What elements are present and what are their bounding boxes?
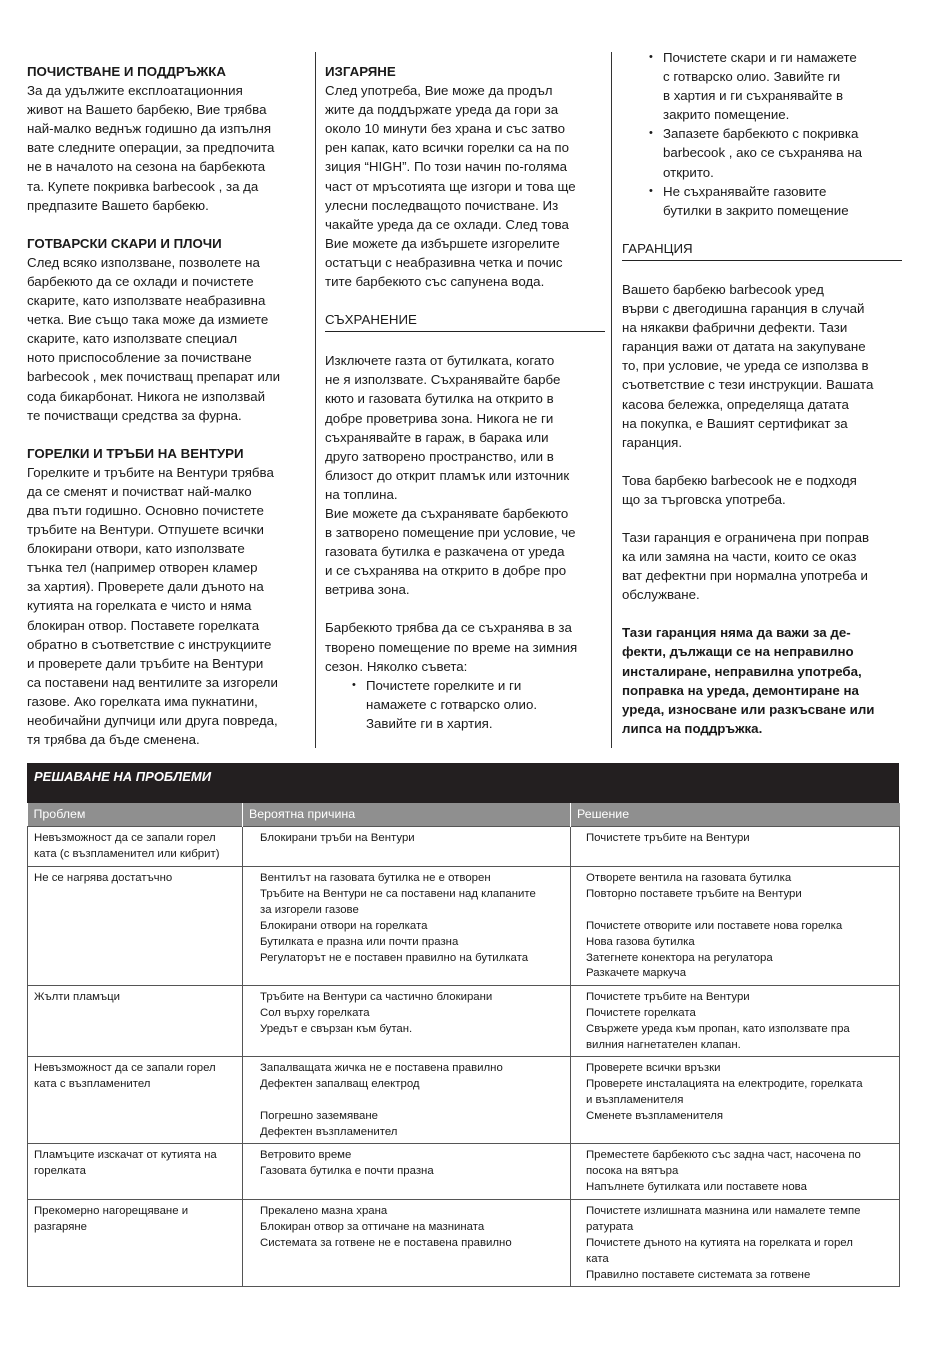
table-row (28, 1200, 900, 1287)
list-item: • Не съхранявайте газовите бутилки в закрито помещение (622, 182, 902, 220)
warranty-paragraph: Тази гаранция е ограничена при поправ ка или замяна на части, които се оказ ват дефектни при нормална употреба и обслужване. (622, 529, 870, 603)
section-text-cleaning: За да удължите експлоатационния живот на Вашето барбекю, Вие трябва най-малко веднъж годишно да изпълня вате следните операции, за предпочита не в началото на сезона на барбекюта та. Купете покривка barbecook , за да предпазите Вашето барбекю. (27, 83, 275, 213)
problem-cell: Не се нагрява достатъчно (28, 867, 243, 986)
section-text-winter: Барбекюто трябва да се съхранява в за творено помещение по време на зимния сезон. Няколко съвета: (325, 620, 578, 674)
solution-cell: Почистете тръбите на Вентури Почистете горелката Свържете уреда към пропан, като използвате пра вилния нагнетателен клапан. (571, 986, 900, 1057)
troubleshooting-section (27, 763, 899, 1287)
section-title-grills: ГОТВАРСКИ СКАРИ И ПЛОЧИ (27, 235, 222, 251)
column-burning-storage (325, 62, 605, 733)
solution-cell: Проверете всички връзки Проверете инсталацията на електродите, горелката и възпламенителя Сменете възпламенителя (571, 1057, 900, 1144)
troubleshooting-table (27, 803, 900, 1287)
troubleshooting-title: РЕШАВАНЕ НА ПРОБЛЕМИ (27, 763, 899, 803)
column-header-solution: Решение (571, 803, 900, 827)
table-row (28, 1144, 900, 1200)
warranty-paragraph: Това барбекю barbecook не е подходя що за търговска употреба. (622, 472, 857, 507)
column-warranty (622, 48, 902, 738)
table-row (28, 1057, 900, 1144)
list-item: • Почистете горелките и ги намажете с готварско олио. Завийте ги в хартия. (325, 676, 605, 733)
table-row (28, 986, 900, 1057)
problem-cell: Прекомерно нагорещяване и разгаряне (28, 1200, 243, 1287)
cause-cell: Прекалено мазна храна Блокиран отвор за оттичане на мазнината Системата за готвене не е поставена правилно (243, 1200, 571, 1287)
warranty-paragraph: Вашето барбекю barbecook уред върви с двегодишна гаранция в случай на някакви фабрични дефекти. Тази гаранция важи от датата на закупуване то, при условие, че уреда се използва в съответствие с тези инструкции. Вашата касова бележка, определяща датата на покупка, е Вашият сертификат за гаранция. (622, 281, 874, 450)
column-maintenance (27, 62, 305, 749)
solution-cell: Отворете вентила на газовата бутилка Повторно поставете тръбите на Вентури Почистете отворите или поставете нова горелка Нова газова бутилка Затегнете конектора на регулатора Разкачете маркуча (571, 867, 900, 986)
section-text-grills: След всяко използване, позволете на барбекюто да се охлади и почистете скарите, като използвате неабразивна четка. Вие също така може да измиете скарите, като използвате специал ното приспособление за почистване barbecook , мек почистващ препарат или сода бикарбонат. Никога не използвай те почистващи средства за фурна. (27, 254, 281, 423)
section-title-storage: СЪХРАНЕНИЕ (325, 310, 605, 332)
table-header-row (28, 803, 900, 827)
section-title-warranty: ГАРАНЦИЯ (622, 239, 902, 261)
section-title-cleaning: ПОЧИСТВАНЕ И ПОДДРЪЖКА (27, 64, 226, 79)
solution-cell: Почистете излишната мазнина или намалете темпе ратурата Почистете дъното на кутията на горелката и горел ката Правилно поставете системата за готвене (571, 1200, 900, 1287)
cause-cell: Тръбите на Вентури са частично блокирани Сол върху горелката Уредът е свързан към бутан. (243, 986, 571, 1057)
table-row (28, 867, 900, 986)
solution-cell: Преместете барбекюто със задна част, насочена по посока на вятъра Напълнете бутилката или поставете нова (571, 1144, 900, 1200)
column-header-problem: Проблем (28, 803, 243, 827)
problem-cell: Невъзможност да се запали горел ката с възпламенител (28, 1057, 243, 1144)
list-item: • Запазете барбекюто с покривка barbecook , ако се съхранява на открито. (622, 124, 902, 181)
problem-cell: Пламъците изскачат от кутията на горелката (28, 1144, 243, 1200)
problem-cell: Жълти пламъци (28, 986, 243, 1057)
list-item: • Почистете скари и ги намажете с готварско олио. Завийте ги в хартия и ги съхранявайте в закрито помещение. (622, 48, 902, 124)
section-title-burners: ГОРЕЛКИ И ТРЪБИ НА ВЕНТУРИ (27, 445, 244, 461)
column-divider (611, 52, 612, 748)
section-text-burning: След употреба, Вие може да продъл жите да поддържате уреда да гори за около 10 минути без храна и със затво рен капак, като всички горелки са на по зиция “HIGH”. По този начин по-голяма част от мръсотията ще изгори и това ще улесни последващото почистване. Из чакайте уреда да се охлади. След това Вие можете да избършете изгорелите остатъци с неабразивна четка и почис тите барбекюто със сапунена вода. (325, 83, 576, 290)
warranty-exclusions: Тази гаранция няма да важи за де- фекти, дължащи се на неправилно инсталиране, неправилна употреба, поправка на уреда, демонтиране на уреда, износване или разкъсване или липса на поддръжка. (622, 625, 875, 736)
cause-cell: Блокирани тръби на Вентури (243, 827, 571, 867)
section-text-burners: Горелките и тръбите на Вентури трябва да се сменят и почистват най-малко два пъти годишно. Основно почистете тръбите на Вентури. Отпушете всички блокирани отвори, като използвате тънка тел (например отворен кламер за хартия). Проверете дали дъното на кутията на горелката е чисто и няма блокиран отвор. Поставете горелката обратно в съответствие с инструкциите и проверете дали тръбите на Вентури са поставени над вентилите за изгорели газове. Ако горелката има пукнатини, необичайни дупчици или друга повреда, тя трябва да бъде сменена. (27, 464, 278, 748)
table-row (28, 827, 900, 867)
cause-cell: Запалващата жичка не е поставена правилно Дефектен запалващ електрод Погрешно заземяване Дефектен възпламенител (243, 1057, 571, 1144)
cause-cell: Ветровито време Газовата бутилка е почти празна (243, 1144, 571, 1200)
solution-cell: Почистете тръбите на Вентури (571, 827, 900, 867)
section-text-storage: Изключете газта от бутилката, когато не я използвате. Съхранявайте барбе кюто и газовата бутилка на открито в добре проветрива зона. Никога не ги съхранявайте в гараж, в барака или друго затворено пространство, или в близост до открит пламък или източник на топлина. Вие можете да съхранявате барбекюто в затворено помещение при условие, че газовата бутилка е разкачена от уреда и се съхранява на открито в добре про ветрива зона. (325, 353, 576, 598)
column-divider (315, 52, 316, 748)
section-title-burning: ИЗГАРЯНЕ (325, 64, 396, 79)
problem-cell: Невъзможност да се запали горел ката (с възпламенител или кибрит) (28, 827, 243, 867)
column-header-cause: Вероятна причина (243, 803, 571, 827)
cause-cell: Вентилът на газовата бутилка не е отворен Тръбите на Вентури не са поставени над клапаните за изгорели газове Блокирани отвори на горелката Бутилката е празна или почти празна Регулаторът не е поставен правилно на бутилката (243, 867, 571, 986)
